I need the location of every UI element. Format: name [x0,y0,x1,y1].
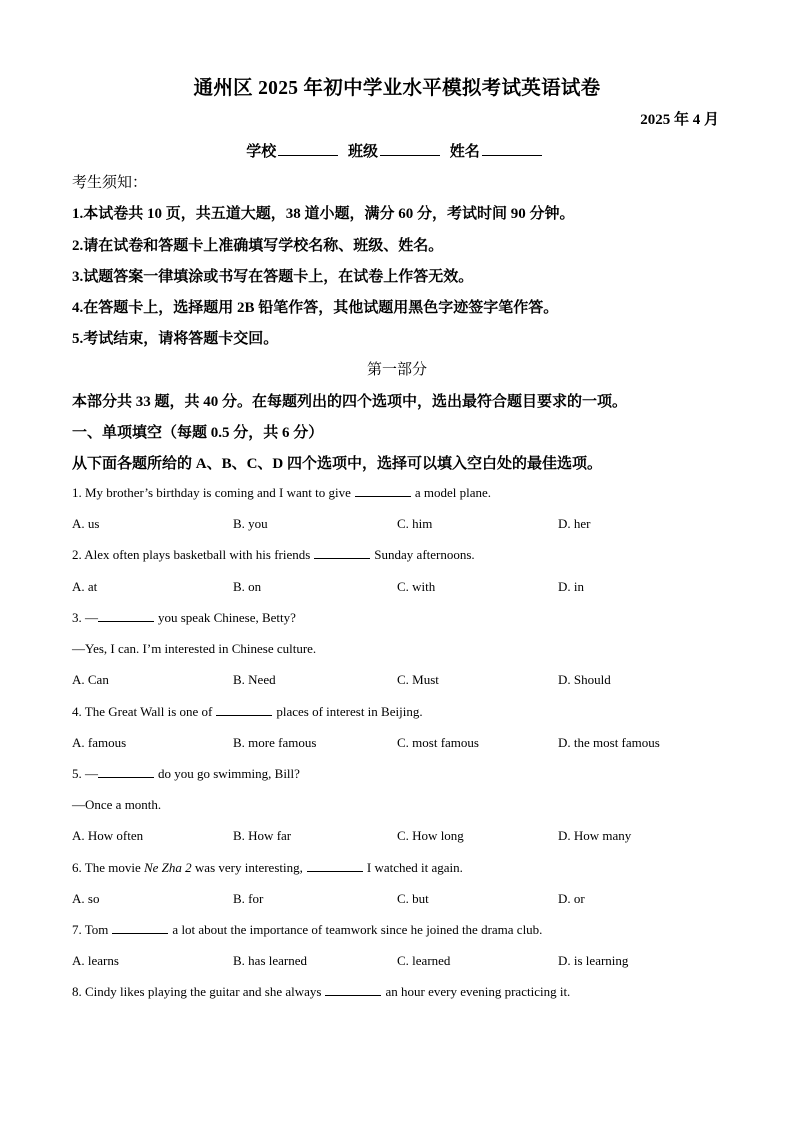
option-d[interactable]: D. How many [558,828,632,843]
exam-date: 2025 年 4 月 [640,112,719,128]
question-text: 1. My brother’s birthday is coming and I want to give [72,485,351,500]
notice-item: 2.请在试卷和答题卡上准确填写学校名称、班级、姓名。 [72,238,444,254]
question-2 [72,547,475,563]
option-d[interactable]: D. is learning [558,953,629,968]
question-1 [72,485,491,501]
option-a[interactable]: A. learns [72,953,119,968]
section-title: 一、单项填空（每题 0.5 分，共 6 分） [72,425,324,441]
question-6 [72,860,463,876]
option-b[interactable]: B. for [233,891,264,906]
answer-blank [325,985,381,996]
class-label: 班级 [347,144,378,160]
question-text: places of interest in Beijing. [276,704,423,719]
answer-blank [98,611,154,622]
option-d[interactable]: D. Should [558,672,611,687]
option-c[interactable]: C. learned [397,953,451,968]
notice-item: 5.考试结束，请将答题卡交回。 [72,331,279,347]
section-instruction: 从下面各题所给的 A、B、C、D 四个选项中，选择可以填入空白处的最佳选项。 [72,456,603,472]
option-a[interactable]: A. at [72,579,98,594]
student-info-line [0,140,794,161]
option-b[interactable]: B. Need [233,672,276,687]
part-intro: 本部分共 33 题，共 40 分。在每题列出的四个选项中，选出最符合题目要求的一项。 [72,394,628,410]
class-blank[interactable] [380,143,440,156]
option-a[interactable]: A. How often [72,828,144,843]
option-a[interactable]: A. Can [72,672,109,687]
question-text: 8. Cindy likes playing the guitar and she always [72,984,322,999]
option-c[interactable]: C. Must [397,672,439,687]
option-d[interactable]: D. the most famous [558,735,660,750]
question-text: was very interesting, [194,860,303,875]
option-c[interactable]: C. him [397,516,433,531]
name-label: 姓名 [449,144,480,160]
question-1-options [72,516,722,534]
exam-title: 通州区 2025 年初中学业水平模拟考试英语试卷 [193,78,601,99]
question-5 [72,766,300,782]
answer-blank [314,548,370,559]
question-text: Sunday afternoons. [374,547,475,562]
option-d[interactable]: D. in [558,579,584,594]
option-c[interactable]: C. but [397,891,429,906]
option-d[interactable]: D. or [558,891,585,906]
option-c[interactable]: C. with [397,579,436,594]
question-5-options [72,828,722,846]
question-text: a model plane. [414,485,492,500]
option-b[interactable]: B. you [233,516,268,531]
question-text: an hour every evening practicing it. [385,984,571,999]
option-b[interactable]: B. has learned [233,953,308,968]
option-a[interactable]: A. so [72,891,100,906]
name-blank[interactable] [482,143,542,156]
question-4 [72,704,423,720]
notice-item: 1.本试卷共 10 页，共五道大题，38 道小题，满分 60 分，考试时间 90 分钟。 [72,206,575,222]
question-8 [72,984,570,1000]
option-c[interactable]: C. most famous [397,735,479,750]
option-d[interactable]: D. her [558,516,591,531]
question-text: do you go swimming, Bill? [158,766,300,781]
question-text: I watched it again. [366,860,463,875]
question-text: 2. Alex often plays basketball with his friends [72,547,311,562]
question-7 [72,922,542,938]
question-text: 7. Tom [72,922,109,937]
option-b[interactable]: B. more famous [233,735,317,750]
question-3-reply: —Yes, I can. I’m interested in Chinese culture. [72,641,317,656]
question-2-options [72,579,722,597]
answer-blank [112,923,168,934]
question-text: a lot about the importance of teamwork since he joined the drama club. [172,922,543,937]
question-text: 4. The Great Wall is one of [72,704,213,719]
movie-title: Ne Zha 2 [143,860,192,875]
option-c[interactable]: C. How long [397,828,464,843]
answer-blank [307,861,363,872]
question-3 [72,610,296,626]
school-blank[interactable] [278,143,338,156]
answer-blank [355,486,411,497]
school-label: 学校 [246,144,277,160]
option-a[interactable]: A. us [72,516,100,531]
answer-blank [98,767,154,778]
notice-label: 考生须知： [72,175,148,191]
question-5-reply: —Once a month. [72,797,162,812]
question-text: 6. The movie [72,860,141,875]
question-6-options [72,891,722,909]
question-4-options [72,735,722,753]
option-b[interactable]: B. on [233,579,262,594]
answer-blank [216,705,272,716]
question-text: 5. — [72,766,98,781]
notice-item: 3.试题答案一律填涂或书写在答题卡上，在试卷上作答无效。 [72,269,474,285]
question-text: you speak Chinese, Betty? [158,610,296,625]
option-a[interactable]: A. famous [72,735,127,750]
question-text: 3. — [72,610,98,625]
question-7-options [72,953,722,971]
part-heading: 第一部分 [366,362,427,378]
notice-item: 4.在答题卡上，选择题用 2B 铅笔作答，其他试题用黑色字迹签字笔作答。 [72,300,559,316]
question-3-options [72,672,722,690]
option-b[interactable]: B. How far [233,828,292,843]
